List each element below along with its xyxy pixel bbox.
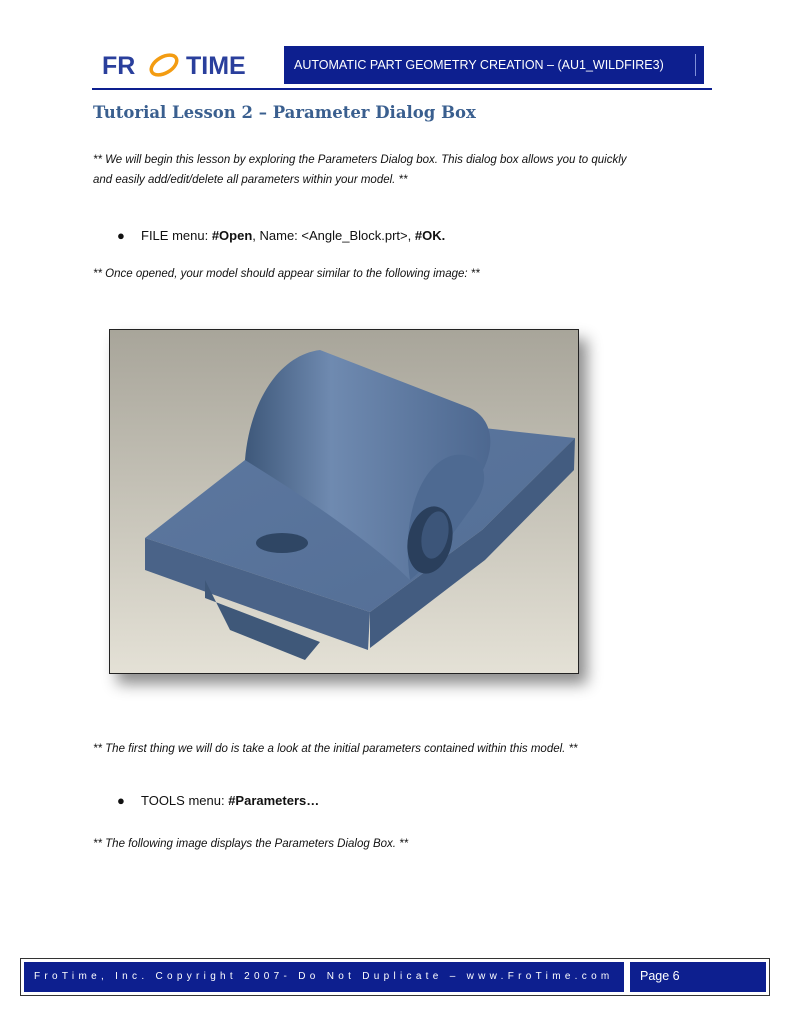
logo-text-left: FR bbox=[102, 52, 136, 80]
header-separator bbox=[695, 54, 696, 76]
header-title: AUTOMATIC PART GEOMETRY CREATION – (AU1_WILDFIRE3) bbox=[294, 58, 664, 72]
header-rule bbox=[92, 88, 712, 90]
step1-action: #Open bbox=[211, 228, 253, 243]
note-initial-parameters: ** The first thing we will do is take a look at the initial parameters contained within this model. ** bbox=[93, 743, 578, 755]
bullet-icon: ● bbox=[117, 793, 125, 808]
note-model-appearance: ** Once opened, your model should appear similar to the following image: ** bbox=[93, 268, 480, 280]
step1-prefix: FILE menu: bbox=[141, 228, 212, 243]
lesson-title: Tutorial Lesson 2 – Parameter Dialog Box bbox=[93, 103, 476, 122]
step-tools-parameters bbox=[117, 793, 319, 808]
intro-line-2: and easily add/edit/delete all parameters within your model. ** bbox=[93, 174, 408, 186]
footer-copyright: FroTime, Inc. Copyright 2007- Do Not Duplicate – www.FroTime.com bbox=[24, 962, 624, 992]
step1-confirm: #OK. bbox=[414, 228, 446, 243]
intro-line-1: ** We will begin this lesson by exploring the Parameters Dialog box. This dialog box allows you to quickly bbox=[93, 154, 627, 166]
frotime-logo bbox=[102, 46, 272, 82]
intro-paragraph bbox=[93, 150, 627, 190]
note-dialog-image: ** The following image displays the Parameters Dialog Box. ** bbox=[93, 838, 409, 850]
model-image bbox=[109, 329, 579, 674]
step2-prefix: TOOLS menu: bbox=[141, 793, 229, 808]
step1-middle: , Name: <Angle_Block.prt>, bbox=[252, 228, 415, 243]
step-open-file bbox=[117, 228, 445, 243]
page-number: Page 6 bbox=[630, 962, 766, 992]
bullet-icon: ● bbox=[117, 228, 125, 243]
logo-swoosh-icon bbox=[148, 51, 180, 79]
logo-text-right: TIME bbox=[186, 52, 246, 80]
step2-action: #Parameters… bbox=[228, 793, 320, 808]
angle-block-model-illustration bbox=[110, 330, 578, 673]
document-header bbox=[284, 46, 704, 84]
